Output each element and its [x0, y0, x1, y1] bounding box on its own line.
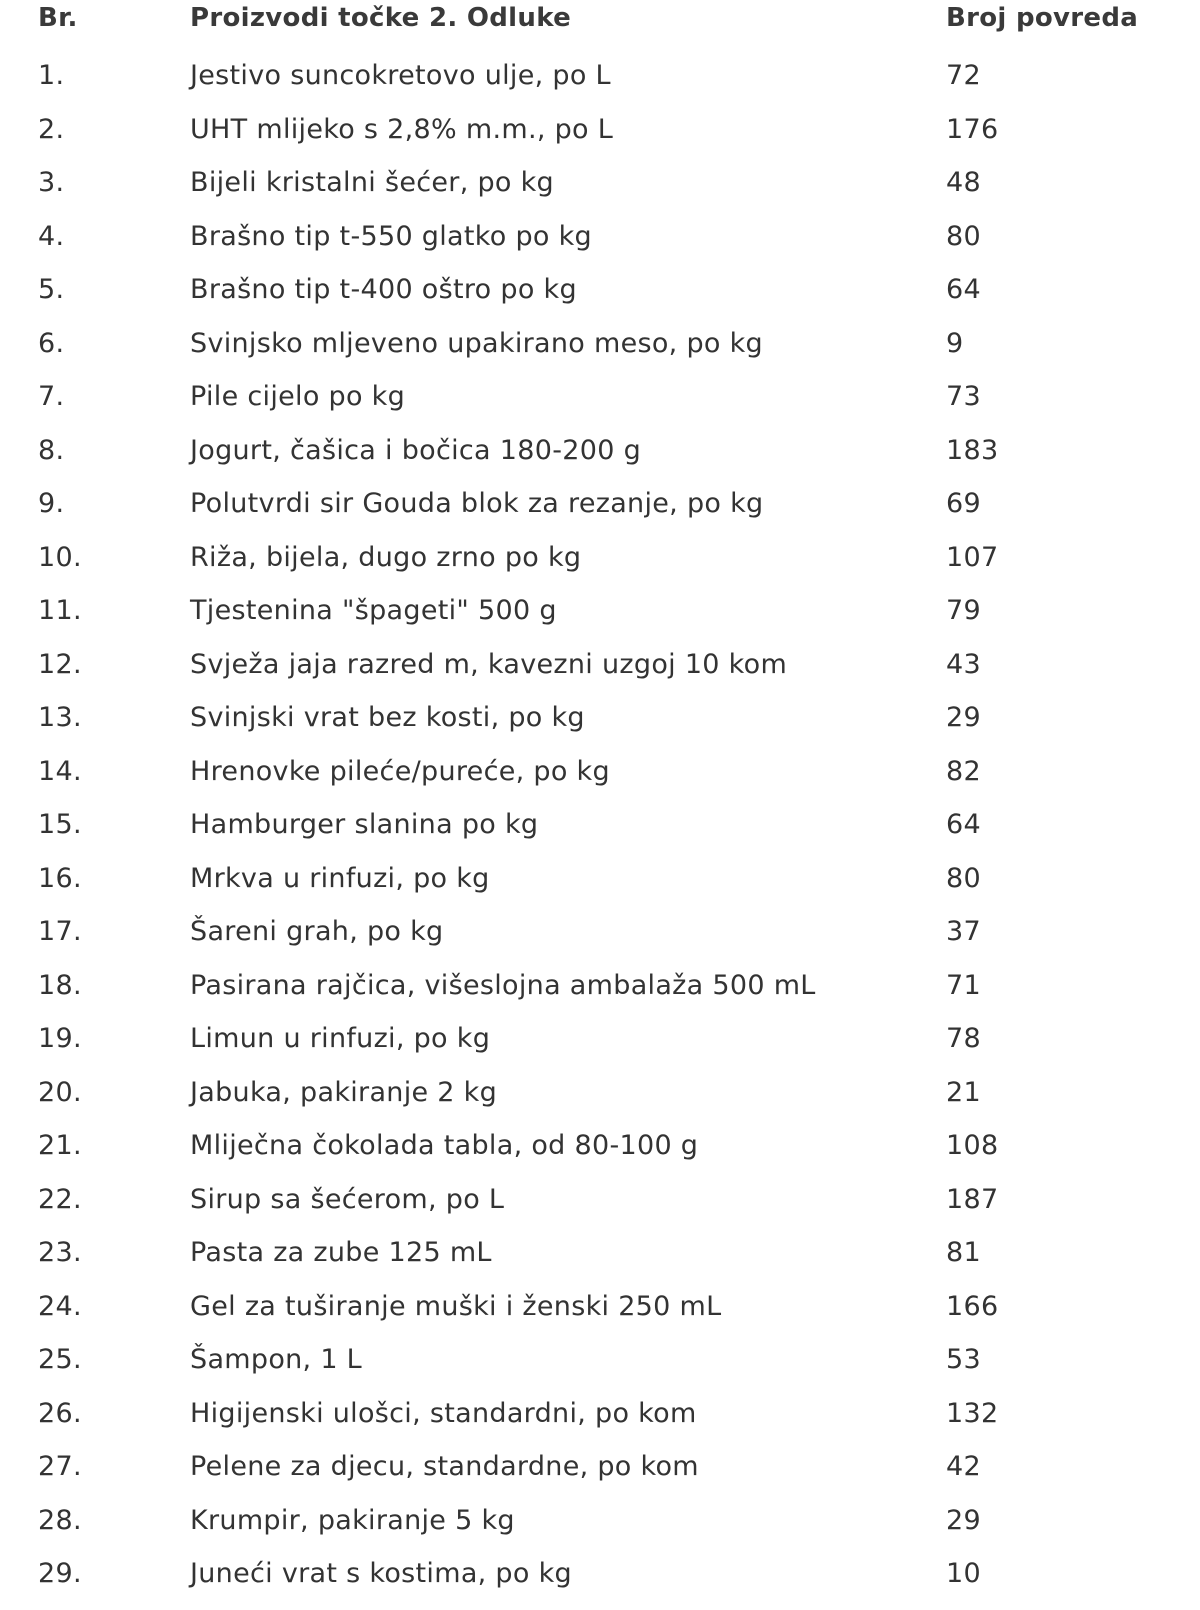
row-product: Jogurt, čašica i bočica 180-200 g	[190, 434, 642, 466]
row-number: 13.	[38, 702, 82, 733]
row-product: Pile cijelo po kg	[190, 381, 406, 412]
table-row	[0, 326, 1200, 380]
row-product: Svinjski vrat bez kosti, po kg	[190, 702, 585, 733]
row-product: Riža, bijela, dugo zrno po kg	[190, 541, 582, 573]
row-count: 9	[946, 327, 964, 359]
header-product: Proizvodi točke 2. Odluke	[190, 3, 572, 33]
row-number: 3.	[38, 167, 65, 198]
row-count: 71	[946, 969, 981, 1001]
row-number: 12.	[38, 648, 82, 680]
row-product: Jestivo suncokretovo ulje, po L	[190, 60, 611, 91]
table-row	[0, 968, 1200, 1022]
row-product: Hamburger slanina po kg	[190, 809, 539, 840]
row-number: 18.	[38, 969, 82, 1001]
row-product: Pasirana rajčica, višeslojna ambalaža 500 mL	[190, 969, 816, 1001]
table-row	[0, 593, 1200, 647]
row-number: 20.	[38, 1076, 82, 1108]
table-row	[0, 1503, 1200, 1557]
row-number: 5.	[38, 274, 65, 305]
row-product: Tjestenina "špageti" 500 g	[190, 595, 557, 626]
row-number: 8.	[38, 434, 65, 466]
row-number: 23.	[38, 1237, 82, 1268]
table-row	[0, 700, 1200, 754]
row-count: 42	[946, 1451, 981, 1482]
table-row	[0, 1556, 1200, 1610]
table-row	[0, 1342, 1200, 1396]
row-number: 15.	[38, 809, 82, 840]
row-count: 79	[946, 595, 981, 626]
row-count: 187	[946, 1183, 999, 1215]
row-product: Jabuka, pakiranje 2 kg	[190, 1076, 498, 1108]
row-product: Pasta za zube 125 mL	[190, 1237, 492, 1268]
table-row	[0, 1449, 1200, 1503]
header-number: Br.	[38, 3, 78, 33]
row-product: Mliječna čokolada tabla, od 80-100 g	[190, 1130, 699, 1161]
row-number: 10.	[38, 541, 82, 573]
row-number: 16.	[38, 862, 82, 894]
row-count: 69	[946, 488, 981, 519]
table-row	[0, 647, 1200, 701]
row-count: 82	[946, 755, 981, 787]
row-count: 10	[946, 1558, 981, 1589]
row-number: 29.	[38, 1558, 82, 1589]
table-row	[0, 165, 1200, 219]
table-row	[0, 433, 1200, 487]
table-row	[0, 219, 1200, 273]
table-row	[0, 807, 1200, 861]
row-product: Polutvrdi sir Gouda blok za rezanje, po kg	[190, 488, 764, 519]
row-count: 78	[946, 1023, 981, 1054]
row-product: Krumpir, pakiranje 5 kg	[190, 1504, 515, 1536]
table-body	[0, 58, 1200, 1610]
row-product: Sirup sa šećerom, po L	[190, 1183, 505, 1215]
row-count: 64	[946, 809, 981, 840]
row-number: 7.	[38, 381, 65, 412]
table-row	[0, 486, 1200, 540]
row-product: Mrkva u rinfuzi, po kg	[190, 862, 490, 894]
row-number: 4.	[38, 220, 65, 252]
table-row	[0, 1235, 1200, 1289]
row-count: 81	[946, 1237, 981, 1268]
row-count: 80	[946, 220, 981, 252]
table-row	[0, 754, 1200, 808]
row-product: Higijenski ulošci, standardni, po kom	[190, 1397, 697, 1429]
row-count: 29	[946, 1504, 981, 1536]
table-row	[0, 1075, 1200, 1129]
row-number: 14.	[38, 755, 82, 787]
row-count: 48	[946, 167, 981, 198]
row-count: 108	[946, 1130, 999, 1161]
row-count: 132	[946, 1397, 999, 1429]
table-row	[0, 1396, 1200, 1450]
row-number: 11.	[38, 595, 82, 626]
table-row	[0, 1021, 1200, 1075]
row-product: Svinjsko mljeveno upakirano meso, po kg	[190, 327, 763, 359]
table-row	[0, 112, 1200, 166]
row-count: 176	[946, 113, 999, 145]
row-number: 28.	[38, 1504, 82, 1536]
table-row	[0, 1289, 1200, 1343]
table-row	[0, 1128, 1200, 1182]
row-number: 21.	[38, 1130, 82, 1161]
row-count: 64	[946, 274, 981, 305]
row-product: Svježa jaja razred m, kavezni uzgoj 10 kom	[190, 648, 788, 680]
row-product: Limun u rinfuzi, po kg	[190, 1023, 491, 1054]
row-product: Šampon, 1 L	[190, 1344, 363, 1375]
row-product: UHT mlijeko s 2,8% m.m., po L	[190, 113, 614, 145]
row-product: Hrenovke pileće/pureće, po kg	[190, 755, 610, 787]
row-product: Juneći vrat s kostima, po kg	[190, 1558, 572, 1589]
row-count: 43	[946, 648, 981, 680]
row-count: 21	[946, 1076, 981, 1108]
table-header-row	[0, 0, 1200, 40]
row-number: 19.	[38, 1023, 82, 1054]
row-count: 37	[946, 916, 981, 947]
row-number: 25.	[38, 1344, 82, 1375]
row-number: 24.	[38, 1290, 82, 1322]
row-number: 6.	[38, 327, 65, 359]
row-count: 73	[946, 381, 981, 412]
table-row	[0, 1182, 1200, 1236]
table-row	[0, 914, 1200, 968]
row-count: 107	[946, 541, 999, 573]
row-number: 27.	[38, 1451, 82, 1482]
row-number: 26.	[38, 1397, 82, 1429]
table-row	[0, 272, 1200, 326]
row-product: Bijeli kristalni šećer, po kg	[190, 167, 554, 198]
table-row	[0, 58, 1200, 112]
header-count: Broj povreda	[946, 3, 1139, 33]
row-number: 17.	[38, 916, 82, 947]
row-product: Brašno tip t-550 glatko po kg	[190, 220, 592, 252]
row-count: 29	[946, 702, 981, 733]
table-row	[0, 540, 1200, 594]
row-product: Brašno tip t-400 oštro po kg	[190, 274, 577, 305]
row-count: 80	[946, 862, 981, 894]
row-number: 1.	[38, 60, 65, 91]
row-product: Šareni grah, po kg	[190, 916, 444, 947]
table-row	[0, 861, 1200, 915]
row-number: 2.	[38, 113, 65, 145]
row-product: Gel za tuširanje muški i ženski 250 mL	[190, 1290, 722, 1322]
table-row	[0, 379, 1200, 433]
row-count: 166	[946, 1290, 999, 1322]
row-number: 9.	[38, 488, 65, 519]
row-number: 22.	[38, 1183, 82, 1215]
row-count: 183	[946, 434, 999, 466]
row-count: 72	[946, 60, 981, 91]
row-product: Pelene za djecu, standardne, po kom	[190, 1451, 699, 1482]
row-count: 53	[946, 1344, 981, 1375]
